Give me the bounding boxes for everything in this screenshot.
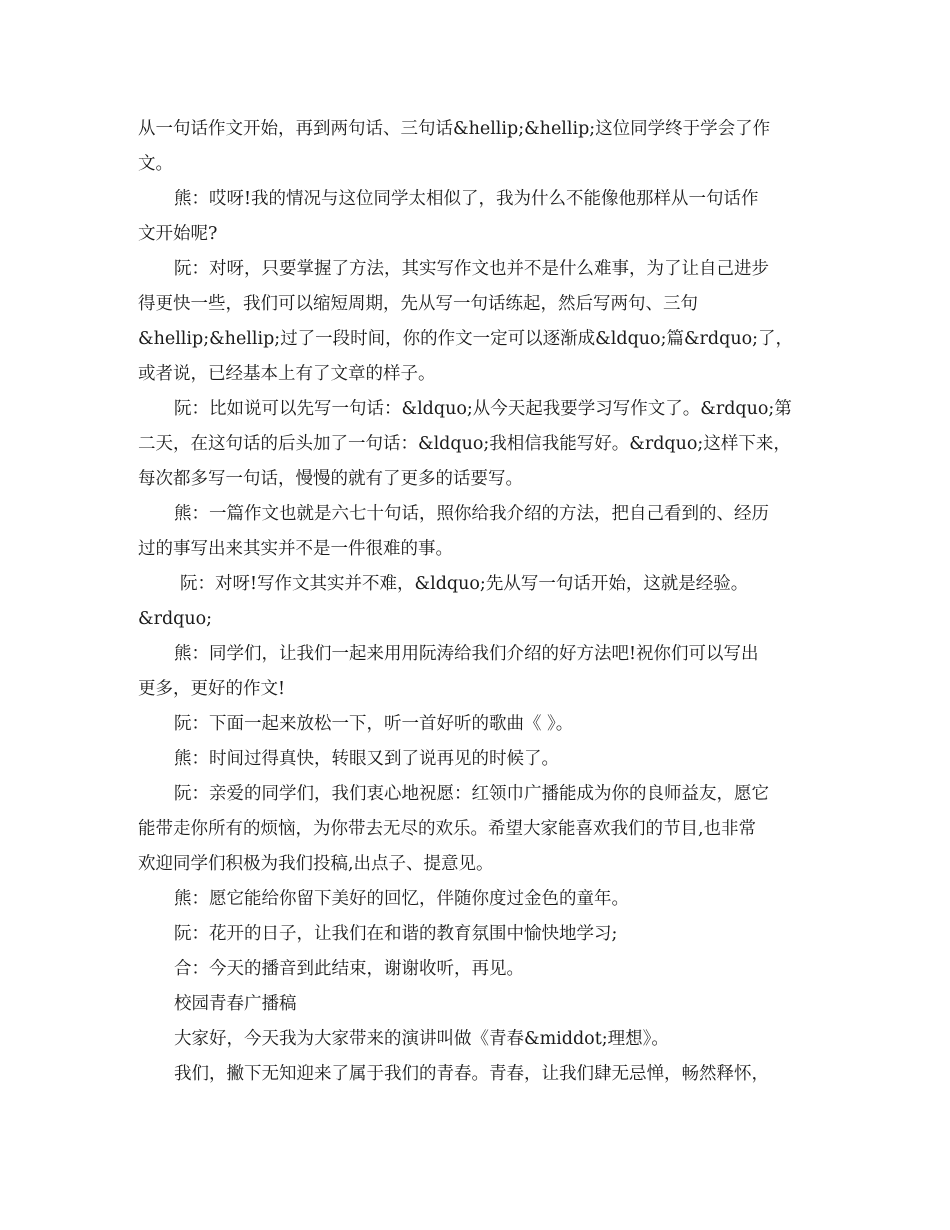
text-line: 合：今天的播音到此结束，谢谢收听，再见。: [174, 959, 524, 979]
text-line: 能带走你所有的烦恼，为你带去无尽的欢乐。希望大家能喜欢我们的节目,也非常: [138, 819, 757, 839]
text-line: 阮：对呀，只要掌握了方法，其实写作文也并不是什么难事，为了让自己进步: [174, 259, 769, 279]
text-line: 阮：亲爱的同学们，我们衷心地祝愿：红领巾广播能成为你的良师益友，愿它: [174, 784, 769, 804]
text-line: 大家好，今天我为大家带来的演讲叫做《青春&middot;理想》。: [174, 1029, 669, 1049]
text-line: 阮：对呀!写作文其实并不难，&ldquo;先从写一句话开始，这就是经验。: [180, 574, 749, 594]
text-line: 得更快一些，我们可以缩短周期，先从写一句话练起，然后写两句、三句: [138, 294, 698, 314]
section-heading: 校园青春广播稿: [174, 994, 297, 1014]
text-line: 欢迎同学们积极为我们投稿,出点子、提意见。: [138, 854, 494, 874]
text-line: 熊：愿它能给你留下美好的回忆，伴随你度过金色的童年。: [174, 889, 629, 909]
text-line: 熊：哎呀!我的情况与这位同学太相似了，我为什么不能像他那样从一句话作: [174, 189, 759, 209]
text-line: 更多，更好的作文!: [138, 679, 286, 699]
text-line: 我们，撇下无知迎来了属于我们的青春。青春，让我们肆无忌惮，畅然释怀，: [174, 1064, 769, 1084]
text-line: &hellip;&hellip;过了一段时间，你的作文一定可以逐渐成&ldquo;篇&rdquo;了，: [138, 329, 794, 349]
text-line: 文开始呢?: [138, 224, 218, 244]
text-line: &rdquo;: [138, 609, 213, 629]
text-line: 阮：花开的日子，让我们在和谐的教育氛围中愉快地学习;: [174, 924, 618, 944]
text-line: 熊：同学们，让我们一起来用用阮涛给我们介绍的好方法吧!祝你们可以写出: [174, 644, 759, 664]
text-line: 熊：一篇作文也就是六七十句话，照你给我介绍的方法，把自己看到的、经历: [174, 504, 769, 524]
text-line: 阮：下面一起来放松一下，听一首好听的歌曲《 》。: [174, 714, 574, 734]
text-line: 每次都多写一句话，慢慢的就有了更多的话要写。: [138, 469, 523, 489]
text-line: 阮：比如说可以先写一句话：&ldquo;从今天起我要学习写作文了。&rdquo;第: [174, 399, 792, 419]
text-line: 或者说，已经基本上有了文章的样子。: [138, 364, 436, 384]
text-line: 过的事写出来其实并不是一件很难的事。: [138, 539, 453, 559]
text-line: 文。: [138, 154, 173, 174]
text-line: 熊：时间过得真快，转眼又到了说再见的时候了。: [174, 749, 559, 769]
text-line: 从一句话作文开始，再到两句话、三句话&hellip;&hellip;这位同学终于学会了作: [138, 119, 771, 139]
text-line: 二天，在这句话的后头加了一句话：&ldquo;我相信我能写好。&rdquo;这样下来，: [138, 434, 791, 454]
